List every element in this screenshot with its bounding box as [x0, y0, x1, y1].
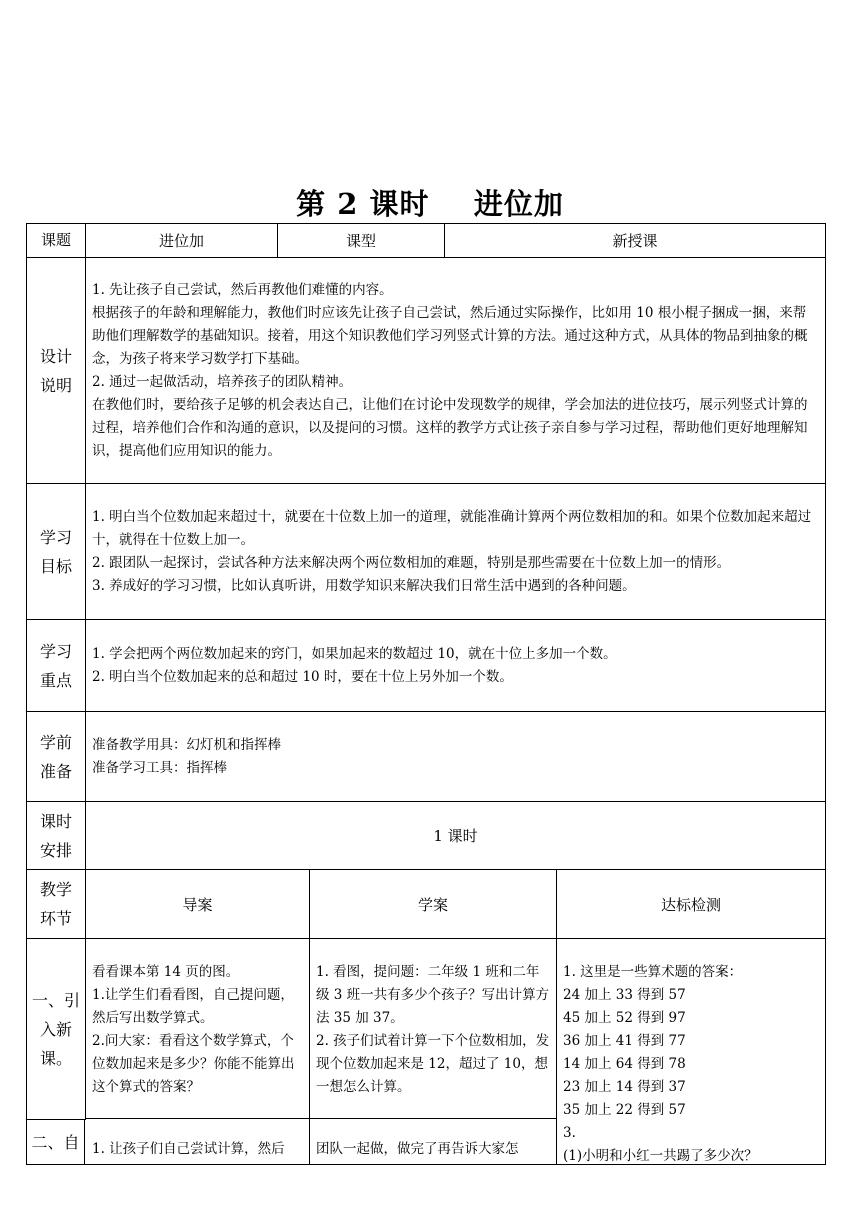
label-schedule — [27, 802, 86, 869]
prep-line: 准备教学用具：幻灯机和指挥棒 — [92, 736, 281, 753]
label-schedule-text: 课时 安排 — [39, 811, 72, 860]
check-line: 45 加上 52 得到 97 — [563, 1010, 686, 1026]
check-line: 23 加上 14 得到 37 — [563, 1079, 686, 1095]
label-type: 课型 — [345, 232, 376, 250]
goal-line: 1. 明白当个位数加起来超过十，就要在十位数上加一的道理，就能准确计算两个两位数相加的和。如果个位数加起来超过十，就得在十位数上加一。 — [92, 508, 812, 548]
section2-guide — [86, 1120, 309, 1165]
check-column — [557, 939, 825, 1165]
focus-content — [86, 620, 825, 711]
design-line: 2. 通过一起做活动，培养孩子的团队精神。 — [92, 373, 353, 390]
lesson-plan-table — [26, 223, 826, 1165]
page-title: 第 2 课时 进位加 — [296, 187, 564, 221]
design-line: 1. 先让孩子自己尝试，然后再教他们难懂的内容。 — [92, 281, 393, 298]
label-prep — [27, 712, 86, 801]
check-line: 35 加上 22 得到 57 — [563, 1102, 686, 1118]
label-focus-text: 学习 重点 — [39, 641, 72, 690]
guide-line: 1.让学生们看看图，自己提问题，然后写出数学算式。 — [92, 987, 294, 1026]
col-check-header: 达标检测 — [660, 895, 721, 914]
check-line: 24 加上 33 得到 57 — [563, 987, 686, 1003]
label-design — [27, 258, 86, 483]
design-line: 根据孩子的年龄和理解能力，教他们时应该先让孩子自己尝试，然后通过实际操作，比如用 10 根小棍子捆成一捆，来帮助他们理解数学的基础知识。接着，用这个知识教他们学习列竖式计算的方法。通过这种方式，从具体的物品到抽象的概念，为孩子将来学习数学打下基础。 — [92, 304, 808, 367]
label-prep-text: 学前 准备 — [39, 732, 72, 781]
section2-study — [310, 1120, 556, 1165]
goals-content — [86, 484, 825, 619]
prep-line: 准备学习工具：指挥棒 — [92, 759, 227, 776]
col-guide-header: 导案 — [182, 895, 213, 914]
label-goals-text: 学习 目标 — [39, 527, 72, 576]
label-stages — [27, 870, 86, 938]
stages-body — [26, 939, 826, 1165]
prep-row — [26, 712, 826, 802]
guide-line: 1. 让孩子们自己尝试计算，然后 — [92, 1141, 285, 1157]
focus-line: 2. 明白当个位数加起来的总和超过 10 时，要在十位上另外加一个数。 — [92, 668, 513, 685]
goal-line: 2. 跟团队一起探讨，尝试各种方法来解决两个两位数相加的难题，特别是那些需要在十位数上加一的情形。 — [92, 554, 731, 571]
goals-row — [26, 484, 826, 620]
guide-line: 2.问大家：看看这个数学算式，个位数加起来是多少？你能不能算出这个算式的答案？ — [92, 1033, 295, 1095]
label-topic: 课题 — [27, 224, 86, 257]
label-section2: 二、自 — [27, 1120, 85, 1165]
prep-content — [86, 712, 825, 801]
study-line: 团队一起做，做完了再告诉大家怎 — [316, 1141, 519, 1157]
label-section1 — [27, 939, 86, 1120]
label-stages-text: 教学 环节 — [39, 880, 72, 928]
check-line: 1. 这里是一些算术题的答案： — [563, 964, 743, 980]
check-line: 3. — [563, 1125, 576, 1141]
design-row — [26, 258, 826, 484]
col-study-header: 学案 — [417, 895, 448, 914]
topic-value: 进位加 — [158, 232, 204, 250]
focus-line: 1. 学会把两个两位数加起来的窍门，如果加起来的数超过 10，就在十位上多加一个数。 — [92, 645, 617, 662]
schedule-row — [26, 802, 826, 870]
check-line: 14 加上 64 得到 78 — [563, 1056, 686, 1072]
label-goals — [27, 484, 86, 619]
study-line: 2. 孩子们试着计算一下个位数相加，发现个位数加起来是 12，超过了 10，想一想怎么计算。 — [316, 1033, 550, 1095]
goal-line: 3. 养成好的学习习惯，比如认真听讲，用数学知识来解决我们日常生活中遇到的各种问题。 — [92, 577, 636, 594]
design-line: 在教他们时，要给孩子足够的机会表达自己，让他们在讨论中发现数学的规律，学会加法的进位技巧，展示列竖式计算的过程，培养他们合作和沟通的意识，以及提问的习惯。这样的教学方式让孩子亲自参与学习过程，帮助他们更好地理解知识，提高他们应用知识的能力。 — [92, 396, 808, 459]
label-section1-text: 一、引 入新 课。 — [31, 990, 80, 1068]
section1-study — [310, 939, 556, 1119]
check-line: 36 加上 41 得到 77 — [563, 1033, 686, 1049]
focus-row — [26, 620, 826, 712]
guide-line: 看看课本第 14 页的图。 — [92, 964, 240, 980]
design-content — [86, 258, 825, 483]
study-line: 1. 看图，提问题：二年级 1 班和二年级 3 班一共有多少个孩子？写出计算方法 35 加 37。 — [316, 964, 550, 1026]
type-value: 新授课 — [612, 232, 658, 250]
check-line: (1)小明和小红一共踢了多少次？ — [563, 1148, 758, 1164]
label-focus — [27, 620, 86, 711]
stages-header-row — [26, 870, 826, 939]
header-row — [26, 223, 826, 258]
schedule-value: 1 课时 — [433, 827, 478, 845]
label-design-text: 设计 说明 — [39, 346, 72, 395]
section1-guide — [86, 939, 309, 1119]
